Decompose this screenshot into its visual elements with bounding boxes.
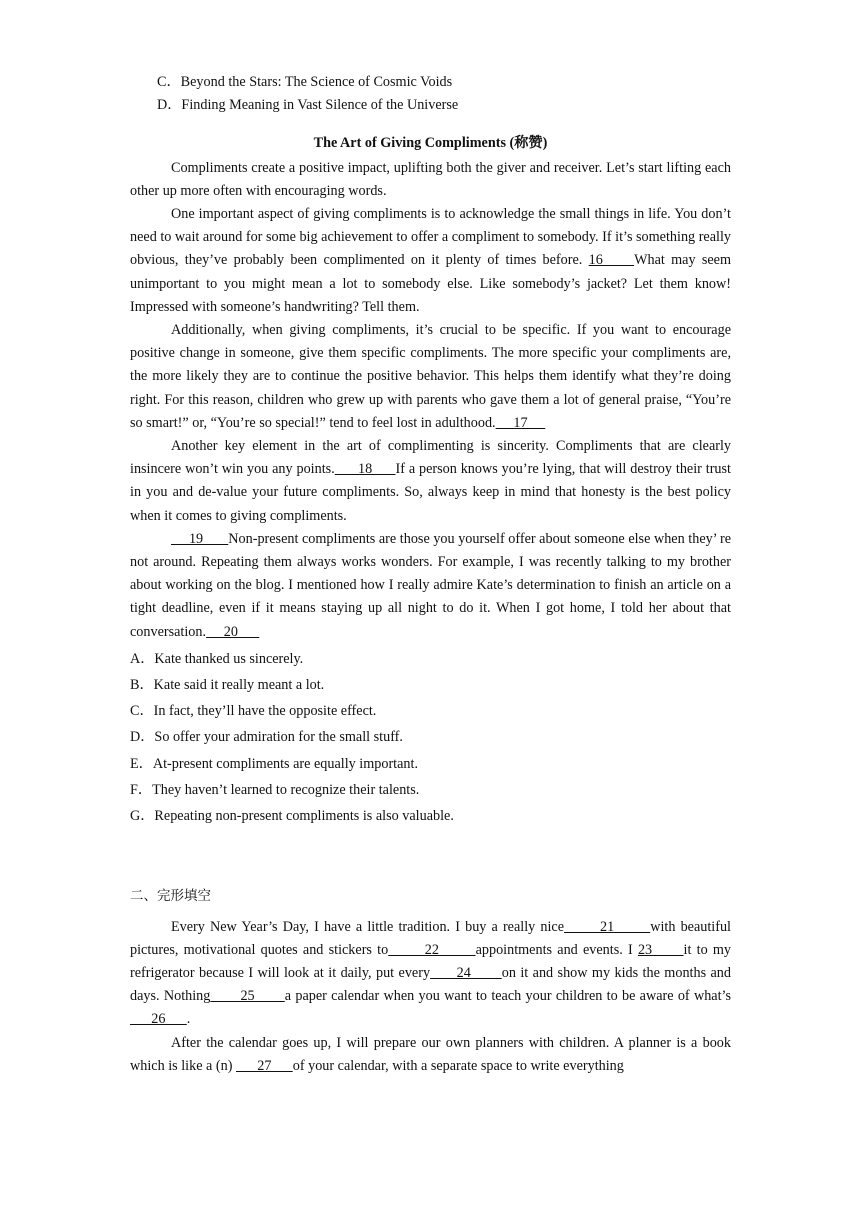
cloze-text: appointments and events. I: [475, 941, 638, 958]
option-c: C．In fact, they’ll have the opposite effect.: [130, 703, 377, 720]
blank-23: 23: [637, 941, 684, 958]
option-b: B．Kate said it really meant a lot.: [130, 677, 325, 694]
option-c-top: C．Beyond the Stars: The Science of Cosmic Voids: [157, 74, 453, 90]
paragraph-4: [130, 435, 731, 528]
cloze-text: .: [186, 1011, 191, 1028]
paragraph-5: [130, 528, 731, 644]
option-d: D．So offer your admiration for the small stuff.: [130, 729, 403, 746]
paragraph-3: [130, 319, 731, 435]
section-heading: 二、完形填空: [130, 888, 211, 905]
option-g: G．Repeating non-present compliments is also valuable.: [130, 808, 454, 825]
blank-26: 26: [130, 1011, 187, 1028]
cloze-text: it to my refrigerator because I will look at it daily, put every: [130, 941, 732, 981]
paragraph-2-text-b: What may seem unimportant to you might mean a lot to somebody else. Like somebody’s jacket? Let them know! Impressed with someone’s handwriting? Tell them.: [130, 252, 732, 315]
blank-25: 25: [210, 988, 285, 1005]
cloze-text: a paper calendar when you want to teach your children to be aware of what’s: [284, 988, 731, 1005]
paragraph-5-text: Non-present compliments are those you yourself offer about someone else when they’ re not around. Repeating them always works wonders. For example, I was recently talking to my brother about working on the blog. I mentioned how I really admire Kate’s determination to finish an article on a tight deadline, even if it means staying up all night to do it. When I got home, I told her about that conversation.: [130, 530, 731, 640]
option-d-top: D．Finding Meaning in Vast Silence of the Universe: [157, 97, 459, 114]
cloze-paragraph-1: [130, 916, 731, 1032]
blank-17: 17: [495, 414, 546, 431]
cloze-text: with beautiful pictures, motivational quotes and stickers to: [130, 918, 731, 958]
cloze-text: Every New Year’s Day, I have a little tradition. I buy a really nice: [171, 918, 565, 935]
paragraph-2: [130, 203, 731, 319]
paragraph-4-text-a: Another key element in the art of complimenting is sincerity. Compliments that are clearly insincere won’t win you any points.: [130, 438, 731, 478]
paragraph-1: [130, 157, 731, 203]
cloze-text: of your calendar, with a separate space to write everything: [292, 1057, 624, 1074]
document-content: [130, 71, 731, 1078]
option-f: F．They haven’t learned to recognize their talents.: [130, 781, 420, 798]
cloze-text: on it and show my kids the months and days. Nothing: [130, 964, 731, 1005]
blank-24: 24: [430, 964, 502, 981]
blank-19: 19: [171, 530, 229, 547]
passage-title: The Art of Giving Compliments (称赞): [313, 135, 548, 152]
paragraph-2-text-a: One important aspect of giving compliments is to acknowledge the small things in life. You don’t need to wait around for some big achievement to offer a compliment to somebody. If it’s something really obvious, they’ve probably been complimented on it plenty of times before.: [130, 206, 731, 269]
blank-27: 27: [235, 1057, 293, 1074]
option-a: A．Kate thanked us sincerely.: [130, 650, 304, 667]
options-list: [130, 646, 731, 829]
paragraph-3-text: Additionally, when giving compliments, it’s crucial to be specific. If you want to encourage positive change in someone, give them specific compliments. The more specific your compliments are, the more likely they are to continue the positive behavior. This helps them identify what they’re doing right. For this reason, children who grew up with parents who gave them a lot of general praise, “You’re so smart!” or, “You’re so special!” tend to feel lost in adulthood.: [130, 322, 731, 431]
blank-16: 16: [588, 252, 635, 269]
paragraph-4-text-b: If a person knows you’re lying, that will destroy their trust in you and de-value your future compliments. So, always keep in mind that honesty is the best policy when it comes to giving compliments.: [130, 461, 731, 524]
blank-22: 22: [388, 941, 476, 958]
cloze-paragraph-2: [130, 1032, 731, 1078]
paragraph-1-text: Compliments create a positive impact, uplifting both the giver and receiver. Let’s start lifting each other up more often with encouraging words.: [130, 159, 731, 199]
blank-21: 21: [564, 918, 651, 935]
blank-18: 18: [334, 461, 396, 478]
cloze-text: After the calendar goes up, I will prepare our own planners with children. A planner is a book which is like a (n): [130, 1034, 731, 1074]
blank-20: 20: [206, 623, 260, 640]
option-e: E．At-present compliments are equally important.: [130, 755, 419, 772]
